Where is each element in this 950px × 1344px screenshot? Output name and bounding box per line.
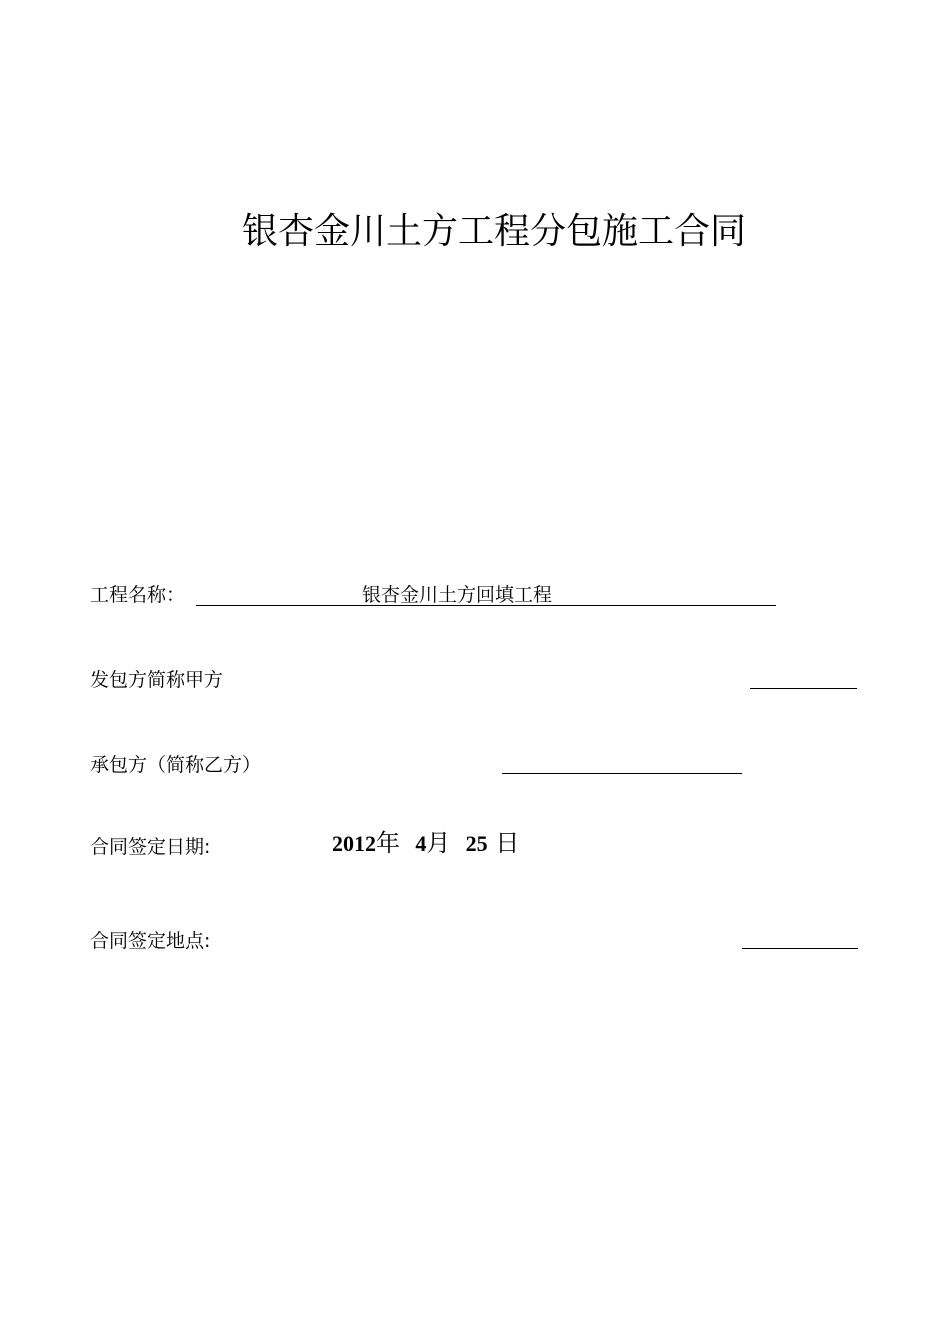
document-title: 银杏金川土方工程分包施工合同 xyxy=(242,211,747,252)
sign-place-label: 合同签定地点: xyxy=(90,930,211,952)
sign-date-year-unit: 年 xyxy=(376,829,400,857)
contractor-label: 承包方（简称乙方） xyxy=(90,754,262,776)
employer-label: 发包方简称甲方 xyxy=(90,669,224,691)
employer-blank xyxy=(750,688,857,689)
sign-date-month-unit: 月 xyxy=(426,829,451,857)
sign-date-year: 2012 xyxy=(332,831,376,856)
sign-date-value xyxy=(332,828,519,860)
sign-date-day: 25 xyxy=(465,831,488,856)
project-name-label: 工程名称： xyxy=(90,584,186,606)
sign-date-month: 4 xyxy=(415,831,427,856)
contractor-blank xyxy=(502,773,742,774)
sign-place-blank xyxy=(742,948,858,949)
sign-date-day-unit: 日 xyxy=(495,829,520,857)
sign-date-label: 合同签定日期: xyxy=(90,836,211,858)
project-name-value: 银杏金川土方回填工程 xyxy=(362,584,553,606)
